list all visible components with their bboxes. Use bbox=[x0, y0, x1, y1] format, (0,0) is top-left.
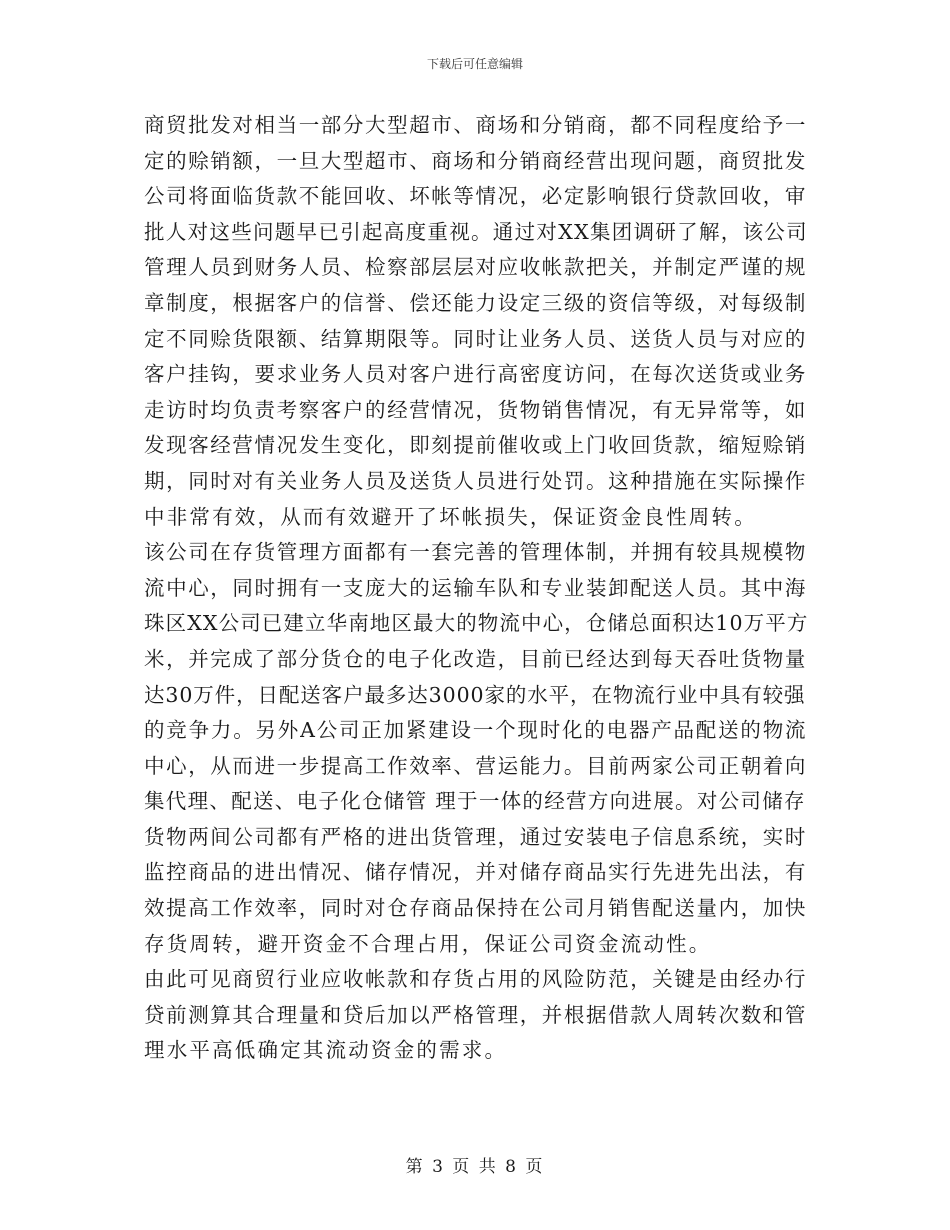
text-line: 贷前测算其合理量和贷后加以严格管理，并根据借款人周转次数和管 bbox=[144, 1002, 807, 1027]
text-line: 存货周转，避开资金不合理占用，保证公司资金流动性。 bbox=[144, 931, 712, 956]
text-line: 发现客经营情况发生变化，即刻提前催收或上门收回货款，缩短赊销 bbox=[144, 433, 807, 458]
text-line: 该公司在存货管理方面都有一套完善的管理体制，并拥有较具规模物 bbox=[144, 540, 807, 565]
text-line: 中非常有效，从而有效避开了坏帐损失，保证资金良性周转。 bbox=[144, 504, 757, 529]
text-line: 的竞争力。另外A公司正加紧建设一个现时化的电器产品配送的物流 bbox=[144, 718, 808, 743]
text-line: 客户挂钩，要求业务人员对客户进行高密度访问，在每次送货或业务 bbox=[144, 362, 807, 387]
text-line: 章制度，根据客户的信誉、偿还能力设定三级的资信等级，对每级制 bbox=[144, 290, 807, 315]
text-line: 商贸批发对相当一部分大型超市、商场和分销商，都不同程度给予一 bbox=[144, 113, 807, 137]
text-line: 中心，从而进一步提高工作效率、营运能力。目前两家公司正朝着向 bbox=[144, 753, 807, 778]
text-line: 珠区XX公司已建立华南地区最大的物流中心，仓储总面积达10万平方 bbox=[144, 611, 809, 636]
text-line: 走访时均负责考察客户的经营情况，货物销售情况，有无异常等，如 bbox=[144, 397, 807, 422]
text-line: 批人对这些问题早已引起高度重视。通过对XX集团调研了解，该公司 bbox=[144, 219, 808, 244]
text-line: 达30万件，日配送客户最多达3000家的水平，在物流行业中具有较强 bbox=[144, 682, 806, 707]
page-number-footer: 第 3 页 共 8 页 bbox=[405, 1157, 545, 1177]
text-line: 理水平高低确定其流动资金的需求。 bbox=[144, 1038, 508, 1063]
text-line: 集代理、配送、电子化仓储管 理于一体的经营方向进展。对公司储存 bbox=[144, 789, 806, 814]
text-line: 期，同时对有关业务人员及送货人员进行处罚。这种措施在实际操作 bbox=[144, 468, 807, 493]
text-line: 米，并完成了部分货仓的电子化改造，目前已经达到每天吞吐货物量 bbox=[144, 646, 807, 671]
text-line: 定不同赊货限额、结算期限等。同时让业务人员、送货人员与对应的 bbox=[144, 326, 807, 351]
page-header: 下载后可任意编辑 bbox=[426, 57, 523, 71]
text-line: 流中心，同时拥有一支庞大的运输车队和专业装卸配送人员。其中海 bbox=[144, 575, 807, 600]
text-line: 定的赊销额，一旦大型超市、商场和分销商经营出现问题，商贸批发 bbox=[144, 148, 807, 173]
text-line: 公司将面临货款不能回收、坏帐等情况，必定影响银行贷款回收，审 bbox=[144, 184, 807, 209]
text-line: 效提高工作效率，同时对仓存商品保持在公司月销售配送量内，加快 bbox=[144, 896, 807, 921]
text-line: 监控商品的进出情况、储存情况，并对储存商品实行先进先出法，有 bbox=[144, 860, 807, 885]
text-line: 管理人员到财务人员、检察部层层对应收帐款把关，并制定严谨的规 bbox=[144, 255, 807, 280]
text-line: 货物两间公司都有严格的进出货管理，通过安装电子信息系统，实时 bbox=[144, 824, 807, 849]
text-line: 由此可见商贸行业应收帐款和存货占用的风险防范，关键是由经办行 bbox=[144, 967, 807, 992]
document-body bbox=[144, 108, 808, 1069]
